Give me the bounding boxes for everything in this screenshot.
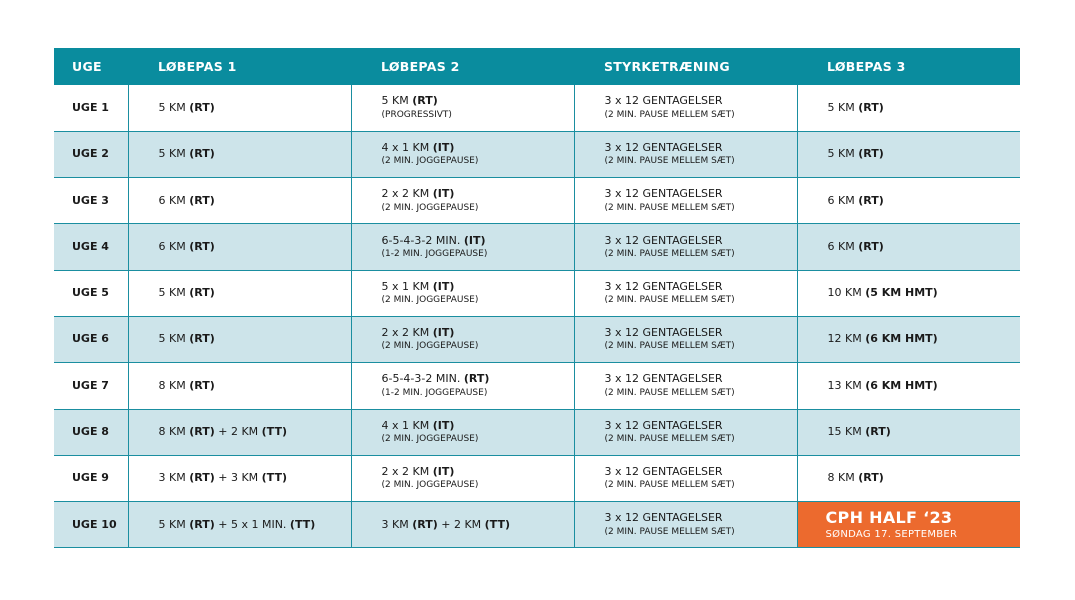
week-row <box>54 502 1020 548</box>
lobepas-2-cell <box>351 270 574 316</box>
lobepas-2-cell <box>351 409 574 455</box>
distance: 8 KM <box>827 471 859 485</box>
week-row <box>54 178 1020 224</box>
extra-run-type: (TT) <box>484 517 510 531</box>
distance: 8 KM <box>158 425 190 439</box>
lobepas-1-cell <box>128 178 351 224</box>
distance: 5 KM <box>827 100 859 114</box>
styrke-note: (2 MIN. PAUSE MELLEM SÆT) <box>604 526 735 537</box>
week-row <box>54 224 1020 270</box>
lobepas-2-cell <box>351 85 574 131</box>
extra-distance: + 5 x 1 MIN. <box>214 517 290 531</box>
lobepas-2-cell <box>351 455 574 501</box>
lobepas-3-text <box>828 332 1021 346</box>
styrke-note: (2 MIN. PAUSE MELLEM SÆT) <box>604 109 735 120</box>
lobepas-2-note: (2 MIN. JOGGEPAUSE) <box>381 480 479 491</box>
distance: 5 x 1 KM <box>381 279 433 293</box>
lobepas-1-text <box>159 101 351 115</box>
lobepas-2-cell <box>351 502 574 548</box>
run-type: (RT) <box>189 425 215 439</box>
header-lobepas-3: LØBEPAS 3 <box>797 48 1020 85</box>
run-type: (RT) <box>858 471 884 485</box>
week-label: UGE 8 <box>54 409 128 455</box>
run-type: (RT) <box>412 94 438 108</box>
lobepas-3-cell <box>797 363 1020 409</box>
run-type: (IT) <box>432 279 455 293</box>
run-type: (RT) <box>189 378 215 392</box>
styrke-text: 3 x 12 GENTAGELSER <box>604 511 723 525</box>
lobepas-1-text <box>159 518 351 532</box>
week-row <box>54 409 1020 455</box>
distance: 5 KM <box>827 147 859 161</box>
distance: 8 KM <box>158 378 190 392</box>
lobepas-3-text <box>828 147 1021 161</box>
extra-run-type: (TT) <box>289 517 316 531</box>
run-type: (IT) <box>432 140 455 154</box>
extra-distance: + 2 KM <box>214 425 262 439</box>
lobepas-3-cell <box>797 316 1020 362</box>
extra-run-type: (TT) <box>261 471 287 485</box>
lobepas-1-text <box>159 332 351 346</box>
run-type: (RT) <box>189 100 215 114</box>
run-type: (IT) <box>432 326 455 340</box>
run-type: (RT) <box>858 100 884 114</box>
lobepas-2-text <box>382 94 574 108</box>
lobepas-1-cell <box>128 85 351 131</box>
styrke-note: (2 MIN. PAUSE MELLEM SÆT) <box>604 295 735 306</box>
lobepas-3-cell <box>797 85 1020 131</box>
week-row <box>54 316 1020 362</box>
lobepas-2-cell <box>351 363 574 409</box>
run-type: (RT) <box>189 147 215 161</box>
week-row <box>54 270 1020 316</box>
lobepas-3-cell <box>797 178 1020 224</box>
styrke-text: 3 x 12 GENTAGELSER <box>604 94 723 108</box>
run-type: (RT) <box>865 425 891 439</box>
lobepas-2-text <box>382 465 574 479</box>
lobepas-1-text <box>159 240 351 254</box>
week-label: UGE 10 <box>54 502 128 548</box>
lobepas-3-text <box>828 379 1021 393</box>
race-cell <box>797 502 1020 548</box>
styrke-text: 3 x 12 GENTAGELSER <box>604 279 723 293</box>
styrke-cell <box>574 270 797 316</box>
lobepas-2-cell <box>351 178 574 224</box>
distance: 3 KM <box>158 471 190 485</box>
lobepas-3-text <box>828 286 1021 300</box>
styrke-note: (2 MIN. PAUSE MELLEM SÆT) <box>604 156 735 167</box>
week-row <box>54 131 1020 177</box>
run-type: (RT) <box>189 517 215 531</box>
styrke-note: (2 MIN. PAUSE MELLEM SÆT) <box>604 341 735 352</box>
lobepas-3-cell <box>797 224 1020 270</box>
lobepas-1-text <box>159 147 351 161</box>
distance: 6 KM <box>827 239 859 253</box>
week-label: UGE 9 <box>54 455 128 501</box>
styrke-note: (2 MIN. PAUSE MELLEM SÆT) <box>604 248 735 259</box>
lobepas-2-text <box>382 372 574 386</box>
run-type: (RT) <box>858 147 884 161</box>
extra-distance: + 2 KM <box>437 517 485 531</box>
run-type: (IT) <box>432 187 455 201</box>
run-type: (RT) <box>858 239 884 253</box>
header-lobepas-1: LØBEPAS 1 <box>128 48 351 85</box>
run-type: (RT) <box>463 372 490 386</box>
training-plan-table <box>54 48 1020 548</box>
distance: 10 KM <box>827 286 866 300</box>
run-type: (5 KM HMT) <box>865 286 938 300</box>
lobepas-2-text <box>382 234 574 248</box>
styrke-text: 3 x 12 GENTAGELSER <box>604 372 723 386</box>
run-type: (RT) <box>858 193 884 207</box>
run-type: (RT) <box>189 239 215 253</box>
styrke-text: 3 x 12 GENTAGELSER <box>604 326 723 340</box>
distance: 5 KM <box>158 147 190 161</box>
extra-distance: + 3 KM <box>214 471 262 485</box>
lobepas-1-text <box>159 286 351 300</box>
lobepas-2-text <box>382 518 574 532</box>
run-type: (RT) <box>189 193 215 207</box>
run-type: (IT) <box>432 465 455 479</box>
styrke-cell <box>574 409 797 455</box>
race-title: CPH HALF ‘23 <box>825 508 953 528</box>
lobepas-3-cell <box>797 131 1020 177</box>
styrke-cell <box>574 178 797 224</box>
race-date: SØNDAG 17. SEPTEMBER <box>825 528 958 540</box>
distance: 3 KM <box>381 517 413 531</box>
distance: 5 KM <box>158 286 190 300</box>
week-row <box>54 455 1020 501</box>
distance: 6 KM <box>158 239 190 253</box>
lobepas-2-cell <box>351 316 574 362</box>
styrke-note: (2 MIN. PAUSE MELLEM SÆT) <box>604 434 735 445</box>
header-styrketraening: STYRKETRÆNING <box>574 48 797 85</box>
lobepas-2-note: (2 MIN. JOGGEPAUSE) <box>381 341 479 352</box>
lobepas-2-text <box>382 280 574 294</box>
lobepas-1-text <box>159 379 351 393</box>
lobepas-2-note: (2 MIN. JOGGEPAUSE) <box>381 202 479 213</box>
lobepas-1-cell <box>128 455 351 501</box>
styrke-cell <box>574 224 797 270</box>
distance: 15 KM <box>827 425 866 439</box>
run-type: (IT) <box>432 418 455 432</box>
styrke-cell <box>574 455 797 501</box>
styrke-cell <box>574 363 797 409</box>
lobepas-2-cell <box>351 224 574 270</box>
run-type: (RT) <box>189 286 215 300</box>
distance: 4 x 1 KM <box>381 140 433 154</box>
distance: 6 KM <box>158 193 190 207</box>
distance: 5 KM <box>158 332 190 346</box>
lobepas-3-cell <box>797 409 1020 455</box>
lobepas-1-cell <box>128 270 351 316</box>
lobepas-2-cell <box>351 131 574 177</box>
lobepas-3-text <box>828 240 1021 254</box>
lobepas-1-cell <box>128 316 351 362</box>
styrke-note: (2 MIN. PAUSE MELLEM SÆT) <box>604 202 735 213</box>
week-label: UGE 2 <box>54 131 128 177</box>
distance: 4 x 1 KM <box>381 418 433 432</box>
run-type: (6 KM HMT) <box>865 378 938 392</box>
week-label: UGE 1 <box>54 85 128 131</box>
styrke-note: (2 MIN. PAUSE MELLEM SÆT) <box>604 387 735 398</box>
styrke-cell <box>574 502 797 548</box>
lobepas-2-text <box>382 326 574 340</box>
lobepas-2-note: (PROGRESSIVT) <box>381 109 452 120</box>
distance: 12 KM <box>827 332 866 346</box>
run-type: (RT) <box>412 517 438 531</box>
styrke-cell <box>574 85 797 131</box>
distance: 6-5-4-3-2 MIN. <box>381 233 464 247</box>
lobepas-2-note: (2 MIN. JOGGEPAUSE) <box>381 434 479 445</box>
run-type: (RT) <box>189 332 215 346</box>
distance: 2 x 2 KM <box>381 187 433 201</box>
distance: 2 x 2 KM <box>381 326 433 340</box>
distance: 6-5-4-3-2 MIN. <box>381 372 464 386</box>
distance: 5 KM <box>158 517 190 531</box>
week-label: UGE 4 <box>54 224 128 270</box>
lobepas-3-text <box>828 471 1021 485</box>
week-label: UGE 5 <box>54 270 128 316</box>
lobepas-1-text <box>159 425 351 439</box>
lobepas-2-note: (1-2 MIN. JOGGEPAUSE) <box>381 387 488 398</box>
distance: 5 KM <box>381 94 413 108</box>
lobepas-1-cell <box>128 363 351 409</box>
extra-run-type: (TT) <box>261 425 287 439</box>
header-lobepas-2: LØBEPAS 2 <box>351 48 574 85</box>
lobepas-2-text <box>382 419 574 433</box>
styrke-cell <box>574 316 797 362</box>
lobepas-2-note: (2 MIN. JOGGEPAUSE) <box>381 295 479 306</box>
lobepas-3-text <box>828 425 1021 439</box>
lobepas-2-note: (2 MIN. JOGGEPAUSE) <box>381 156 479 167</box>
header-uge: UGE <box>54 48 128 85</box>
week-label: UGE 6 <box>54 316 128 362</box>
lobepas-1-cell <box>128 409 351 455</box>
lobepas-3-cell <box>797 270 1020 316</box>
styrke-text: 3 x 12 GENTAGELSER <box>604 187 723 201</box>
lobepas-2-note: (1-2 MIN. JOGGEPAUSE) <box>381 248 488 259</box>
distance: 13 KM <box>827 378 866 392</box>
distance: 5 KM <box>158 100 190 114</box>
styrke-note: (2 MIN. PAUSE MELLEM SÆT) <box>604 480 735 491</box>
lobepas-3-text <box>828 101 1021 115</box>
lobepas-1-text <box>159 471 351 485</box>
distance: 6 KM <box>827 193 859 207</box>
week-label: UGE 3 <box>54 178 128 224</box>
styrke-text: 3 x 12 GENTAGELSER <box>604 418 723 432</box>
styrke-cell <box>574 131 797 177</box>
lobepas-3-cell <box>797 455 1020 501</box>
run-type: (RT) <box>189 471 215 485</box>
styrke-text: 3 x 12 GENTAGELSER <box>604 140 723 154</box>
lobepas-1-text <box>159 194 351 208</box>
lobepas-1-cell <box>128 224 351 270</box>
header-row <box>54 48 1020 85</box>
week-label: UGE 7 <box>54 363 128 409</box>
run-type: (IT) <box>463 233 486 247</box>
lobepas-2-text <box>382 187 574 201</box>
lobepas-1-cell <box>128 131 351 177</box>
lobepas-1-cell <box>128 502 351 548</box>
week-row <box>54 85 1020 131</box>
lobepas-2-text <box>382 141 574 155</box>
run-type: (6 KM HMT) <box>865 332 938 346</box>
styrke-text: 3 x 12 GENTAGELSER <box>604 233 723 247</box>
week-row <box>54 363 1020 409</box>
lobepas-3-text <box>828 194 1021 208</box>
styrke-text: 3 x 12 GENTAGELSER <box>604 465 723 479</box>
distance: 2 x 2 KM <box>381 465 433 479</box>
